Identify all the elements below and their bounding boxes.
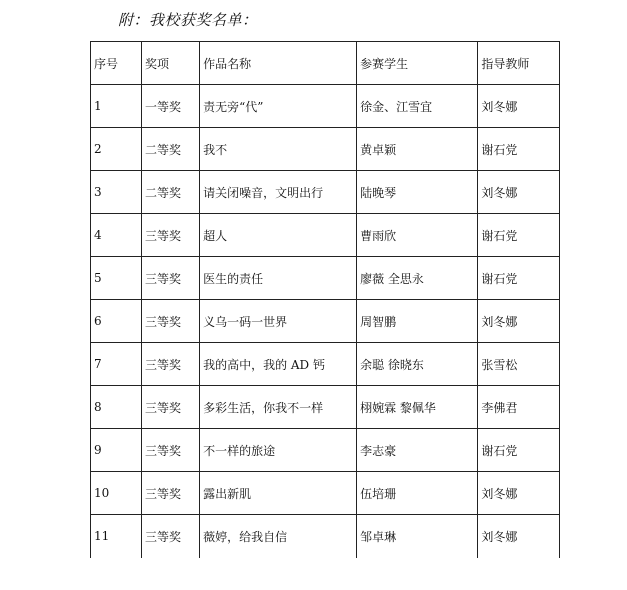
cell-work: 责无旁“代” — [200, 85, 357, 128]
cell-teacher: 谢石党 — [478, 214, 560, 257]
table-row — [91, 128, 560, 171]
table-row — [91, 472, 560, 515]
table-row — [91, 257, 560, 300]
cell-award: 三等奖 — [141, 429, 199, 472]
cell-number: 7 — [91, 343, 142, 386]
cell-award: 三等奖 — [141, 515, 199, 558]
cell-award: 二等奖 — [141, 171, 199, 214]
cell-teacher: 谢石党 — [478, 257, 560, 300]
cell-award: 三等奖 — [141, 386, 199, 429]
cell-number: 4 — [91, 214, 142, 257]
cell-work: 不一样的旅途 — [200, 429, 357, 472]
cell-students: 李志豪 — [357, 429, 478, 472]
cell-work: 义乌一码一世界 — [200, 300, 357, 343]
cell-teacher: 刘冬娜 — [478, 515, 560, 558]
cell-work: 薇婷，给我自信 — [200, 515, 357, 558]
cell-students: 廖薇 全思永 — [357, 257, 478, 300]
cell-teacher: 刘冬娜 — [478, 85, 560, 128]
cell-work: 请关闭噪音，文明出行 — [200, 171, 357, 214]
cell-students: 栩婉霖 黎佩华 — [357, 386, 478, 429]
cell-number: 10 — [91, 472, 142, 515]
cell-students: 伍培珊 — [357, 472, 478, 515]
header-work: 作品名称 — [200, 42, 357, 85]
page-heading: 附：我校获奖名单： — [118, 11, 258, 29]
cell-students: 曹雨欣 — [357, 214, 478, 257]
cell-number: 1 — [91, 85, 142, 128]
cell-award: 一等奖 — [141, 85, 199, 128]
cell-teacher: 刘冬娜 — [478, 171, 560, 214]
cell-work: 露出新肌 — [200, 472, 357, 515]
cell-students: 徐金、江雪宜 — [357, 85, 478, 128]
cell-work: 多彩生活，你我不一样 — [200, 386, 357, 429]
cell-number: 9 — [91, 429, 142, 472]
cell-award: 三等奖 — [141, 214, 199, 257]
cell-work: 医生的责任 — [200, 257, 357, 300]
cell-award: 三等奖 — [141, 257, 199, 300]
table-row — [91, 300, 560, 343]
cell-work: 超人 — [200, 214, 357, 257]
table-row — [91, 343, 560, 386]
header-students: 参赛学生 — [357, 42, 478, 85]
cell-students: 周智鹏 — [357, 300, 478, 343]
table-row — [91, 171, 560, 214]
header-award: 奖项 — [141, 42, 199, 85]
cell-students: 邹卓琳 — [357, 515, 478, 558]
cell-teacher: 谢石党 — [478, 429, 560, 472]
table-row — [91, 85, 560, 128]
cell-teacher: 李佛君 — [478, 386, 560, 429]
table-row — [91, 429, 560, 472]
cell-award: 三等奖 — [141, 343, 199, 386]
cell-number: 8 — [91, 386, 142, 429]
cell-teacher: 谢石党 — [478, 128, 560, 171]
cell-students: 陆晚琴 — [357, 171, 478, 214]
cell-teacher: 张雪松 — [478, 343, 560, 386]
cell-number: 3 — [91, 171, 142, 214]
cell-work: 我不 — [200, 128, 357, 171]
table-row — [91, 214, 560, 257]
cell-award: 二等奖 — [141, 128, 199, 171]
cell-number: 11 — [91, 515, 142, 558]
cell-award: 三等奖 — [141, 472, 199, 515]
cell-teacher: 刘冬娜 — [478, 300, 560, 343]
cell-number: 5 — [91, 257, 142, 300]
header-teacher: 指导教师 — [478, 42, 560, 85]
cell-award: 三等奖 — [141, 300, 199, 343]
cell-students: 余聪 徐晓东 — [357, 343, 478, 386]
cell-number: 2 — [91, 128, 142, 171]
award-winners-table — [90, 41, 560, 558]
table-row — [91, 515, 560, 558]
cell-teacher: 刘冬娜 — [478, 472, 560, 515]
cell-students: 黄卓颖 — [357, 128, 478, 171]
table-header-row — [91, 42, 560, 85]
cell-work: 我的高中，我的 AD 钙 — [200, 343, 357, 386]
header-number: 序号 — [91, 42, 142, 85]
table-row — [91, 386, 560, 429]
cell-number: 6 — [91, 300, 142, 343]
